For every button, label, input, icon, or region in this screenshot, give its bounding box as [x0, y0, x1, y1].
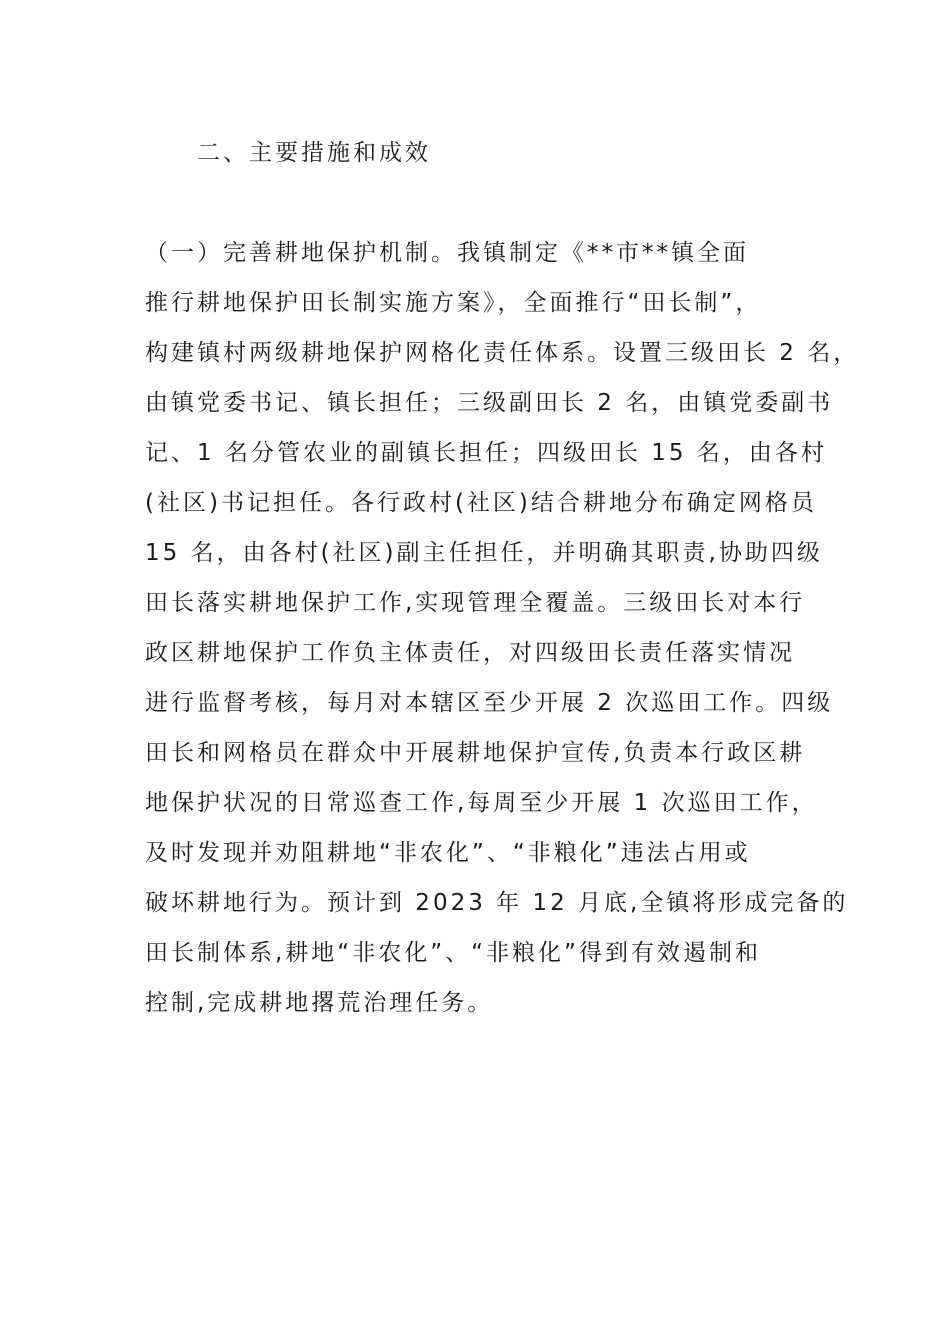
body-paragraph	[145, 228, 865, 1028]
paragraph-line: 田长落实耕地保护工作,实现管理全覆盖。三级田长对本行	[145, 590, 806, 616]
paragraph-line: 构建镇村两级耕地保护网格化责任体系。设置三级田长 2 名，	[145, 340, 860, 366]
paragraph-line: 15 名，由各村(社区)副主任担任，并明确其职责,协助四级	[145, 540, 823, 566]
paragraph-line: 田长制体系,耕地“非农化”、“非粮化”得到有效遏制和	[145, 940, 761, 966]
paragraph-line: 控制,完成耕地撂荒治理任务。	[145, 990, 494, 1016]
section-heading: 二、主要措施和成效	[197, 140, 431, 166]
paragraph-line: 地保护状况的日常巡查工作,每周至少开展 1 次巡田工作，	[145, 790, 818, 816]
paragraph-line: 政区耕地保护工作负主体责任，对四级田长责任落实情况	[145, 640, 795, 666]
paragraph-line: 田长和网格员在群众中开展耕地保护宣传,负责本行政区耕	[145, 740, 806, 766]
paragraph-line: （一）完善耕地保护机制。我镇制定《**市**镇全面	[145, 240, 749, 266]
paragraph-line: 由镇党委书记、镇长担任；三级副田长 2 名，由镇党委副书	[145, 390, 834, 416]
paragraph-line: 推行耕地保护田长制实施方案》，全面推行“田长制”，	[145, 290, 762, 316]
paragraph-line: (社区)书记担任。各行政村(社区)结合耕地分布确定网格员	[145, 490, 817, 516]
paragraph-line: 及时发现并劝阻耕地“非农化”、“非粮化”违法占用或	[145, 840, 751, 866]
paragraph-line: 进行监督考核，每月对本辖区至少开展 2 次巡田工作。四级	[145, 690, 834, 716]
paragraph-line: 破坏耕地行为。预计到 2023 年 12 月底,全镇将形成完备的	[145, 890, 849, 916]
paragraph-line: 记、1 名分管农业的副镇长担任；四级田长 15 名，由各村	[145, 440, 827, 466]
